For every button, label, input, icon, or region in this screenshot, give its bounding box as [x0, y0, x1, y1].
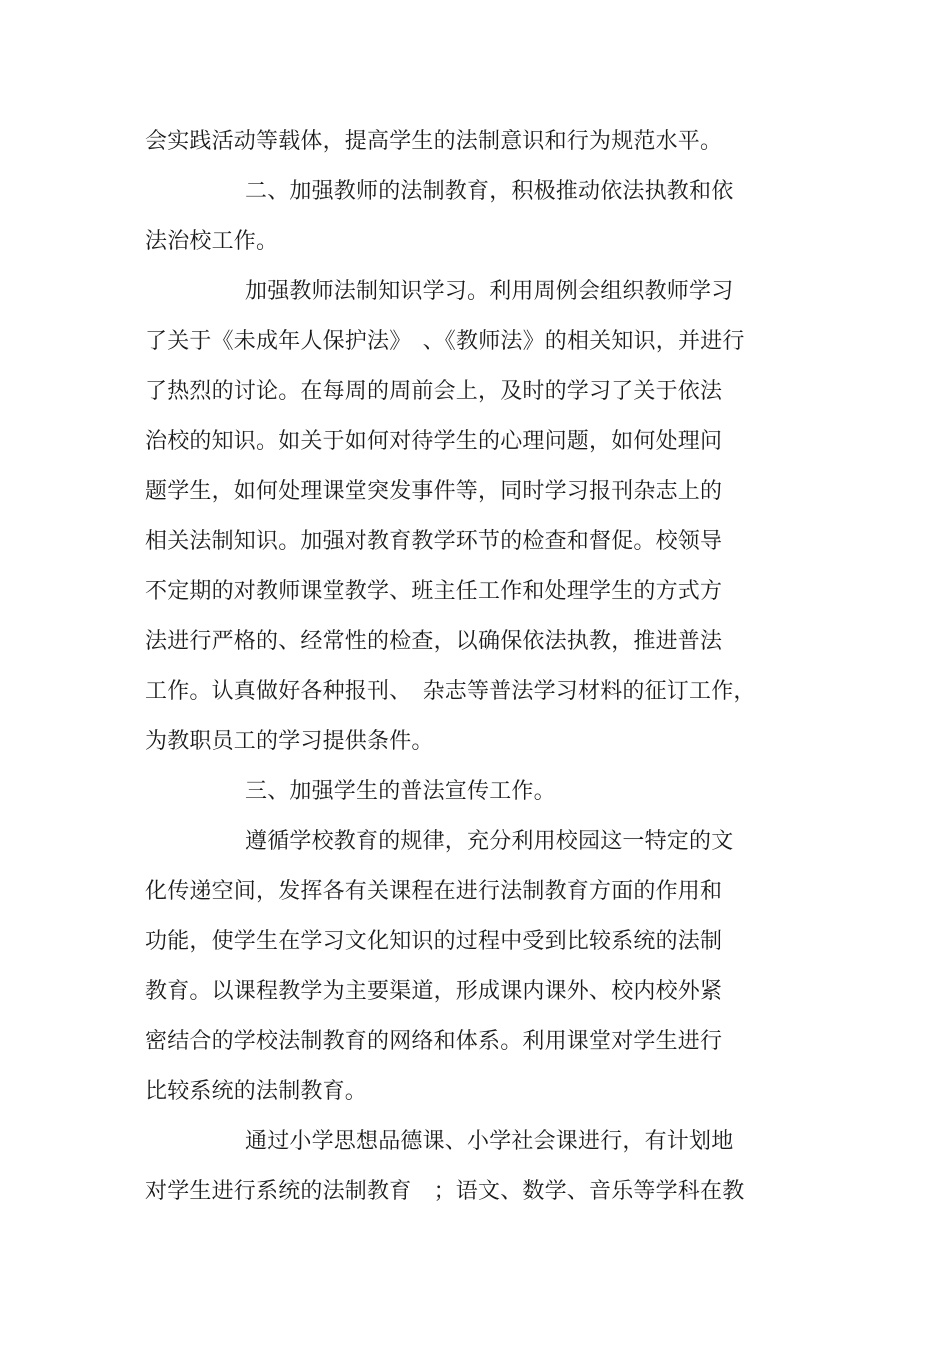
section-heading: 三、加强学生的普法宣传工作。	[245, 779, 556, 804]
paragraph-start-line: 遵循学校教育的规律，充分利用校园这一特定的文	[245, 829, 734, 854]
paragraph-start-line: 加强教师法制知识学习。利用周例会组织教师学习	[245, 279, 734, 304]
text-line: 功能，使学生在学习文化知识的过程中受到比较系统的法制	[145, 929, 723, 954]
text-line: 为教职员工的学习提供条件。	[145, 729, 434, 754]
text-line: 题学生，如何处理课堂突发事件等，同时学习报刊杂志上的	[145, 479, 723, 504]
text-line: 工作。认真做好各种报刊、 杂志等普法学习材料的征订工作，	[145, 679, 756, 704]
text-line: 化传递空间，发挥各有关课程在进行法制教育方面的作用和	[145, 879, 723, 904]
section-heading: 二、加强教师的法制教育，积极推动依法执教和依	[245, 179, 734, 204]
text-line: 法进行严格的、经常性的检查，以确保依法执教，推进普法	[145, 629, 723, 654]
text-line: 治校的知识。如关于如何对待学生的心理问题，如何处理问	[145, 429, 723, 454]
text-line: 相关法制知识。加强对教育教学环节的检查和督促。校领导	[145, 529, 723, 554]
text-line: 会实践活动等载体，提高学生的法制意识和行为规范水平。	[145, 129, 723, 154]
text-line: 了热烈的讨论。在每周的周前会上，及时的学习了关于依法	[145, 379, 723, 404]
text-line: 比较系统的法制教育。	[145, 1079, 368, 1104]
text-line: 不定期的对教师课堂教学、班主任工作和处理学生的方式方	[145, 579, 723, 604]
text-line: 教育。以课程教学为主要渠道，形成课内课外、校内校外紧	[145, 979, 723, 1004]
paragraph-start-line: 通过小学思想品德课、小学社会课进行，有计划地	[245, 1129, 734, 1154]
text-line: 法治校工作。	[145, 229, 279, 254]
text-line: 对学生进行系统的法制教育 ；语文、数学、音乐等学科在教	[145, 1179, 745, 1204]
text-line: 了关于《未成年人保护法》 、《教师法》的相关知识，并进行	[145, 329, 745, 354]
text-line: 密结合的学校法制教育的网络和体系。利用课堂对学生进行	[145, 1029, 723, 1054]
